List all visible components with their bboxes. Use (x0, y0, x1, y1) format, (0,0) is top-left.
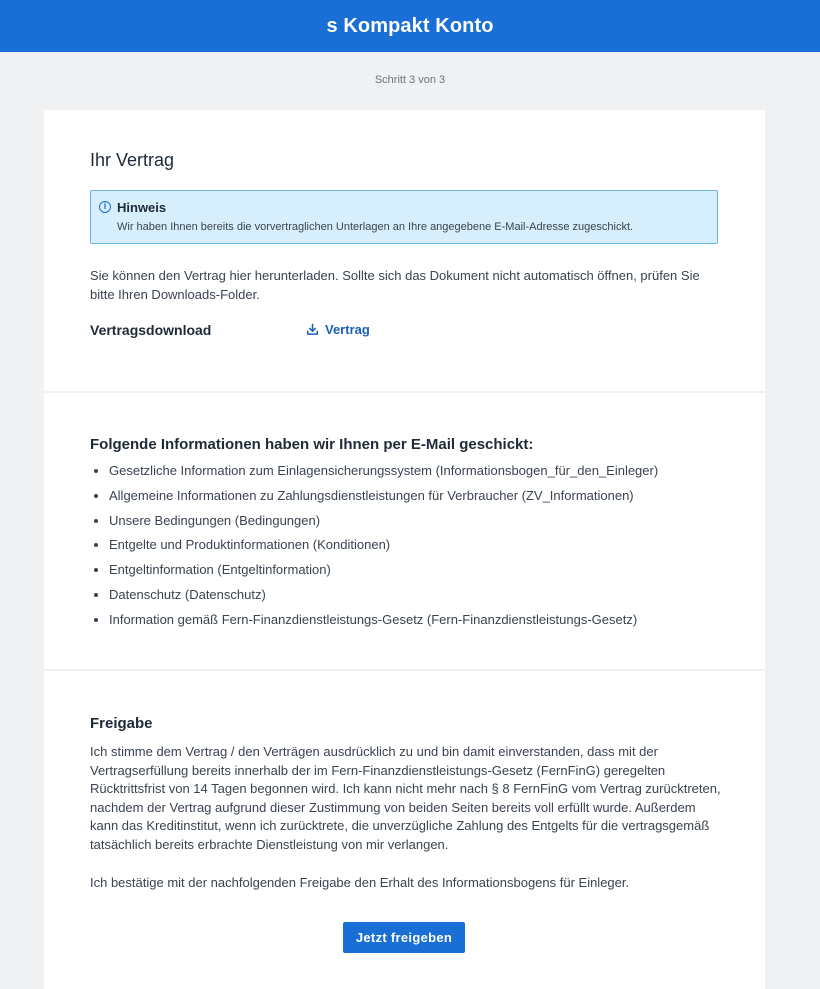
info-sent-title: Folgende Informationen haben wir Ihnen per E-Mail geschickt: (90, 436, 534, 453)
info-sent-card (44, 393, 765, 669)
list-item: Unsere Bedingungen (Bedingungen) (90, 512, 658, 537)
release-card (44, 671, 765, 989)
info-list (90, 462, 658, 636)
step-indicator: Schritt 3 von 3 (374, 74, 446, 86)
list-item: Gesetzliche Information zum Einlagensicherungssystem (Informationsbogen_für_den_Einleger) (90, 462, 658, 487)
info-icon: i (99, 201, 111, 213)
list-item: Datenschutz (Datenschutz) (90, 586, 658, 611)
release-title: Freigabe (90, 715, 153, 732)
contract-download-link[interactable] (306, 322, 370, 337)
release-confirm-text: Ich bestätige mit der nachfolgenden Freigabe den Erhalt des Informationsbogens für Einleger. (90, 875, 630, 890)
contract-title: Ihr Vertrag (90, 150, 175, 170)
list-item: Entgeltinformation (Entgeltinformation) (90, 561, 658, 586)
notice-text: Wir haben Ihnen bereits die vorvertraglichen Unterlagen an Ihre angegebene E-Mail-Adresse zugeschickt. (117, 221, 634, 233)
page-title: s Kompakt Konto (326, 14, 494, 37)
list-item: Information gemäß Fern-Finanzdienstleistungs-Gesetz (Fern-Finanzdienstleistungs-Gesetz) (90, 611, 658, 636)
download-intro: Sie können den Vertrag hier herunterladen. Sollte sich das Dokument nicht automatisch öffnen, prüfen Sie bitte Ihren Downloads-Folder. (90, 268, 700, 302)
list-item: Entgelte und Produktinformationen (Konditionen) (90, 536, 658, 561)
download-icon (306, 323, 319, 336)
notice-title: Hinweis (117, 200, 167, 215)
notice-box (90, 190, 718, 244)
download-label: Vertragsdownload (90, 322, 212, 338)
list-item: Allgemeine Informationen zu Zahlungsdienstleistungen für Verbraucher (ZV_Informationen) (90, 487, 658, 512)
contract-card (44, 110, 765, 391)
top-bar (0, 0, 820, 52)
release-button[interactable]: Jetzt freigeben (343, 922, 465, 953)
download-link-label: Vertrag (325, 322, 370, 337)
release-consent-text: Ich stimme dem Vertrag / den Verträgen ausdrücklich zu und bin damit einverstanden, dass mit der Vertragserfüllung bereits innerhalb der im Fern-Finanzdienstleistungs-Gesetz (FernFinG) geregelten Rücktrittsfrist von 14 Tagen begonnen wird. Ich kann nicht mehr nach § 8 FernFinG vom Vertrag zurücktreten, nachdem der Vertrag aufgrund dieser Zustimmung von beiden Seiten bereits voll erfüllt wurde. Außerdem kann das Kreditinstitut, wenn ich zurücktrete, die unverzügliche Zahlung des Entgelts für die vertragsgemäß tatsächlich bereits erbrachte Dienstleistung von mir verlangen. (90, 744, 721, 852)
